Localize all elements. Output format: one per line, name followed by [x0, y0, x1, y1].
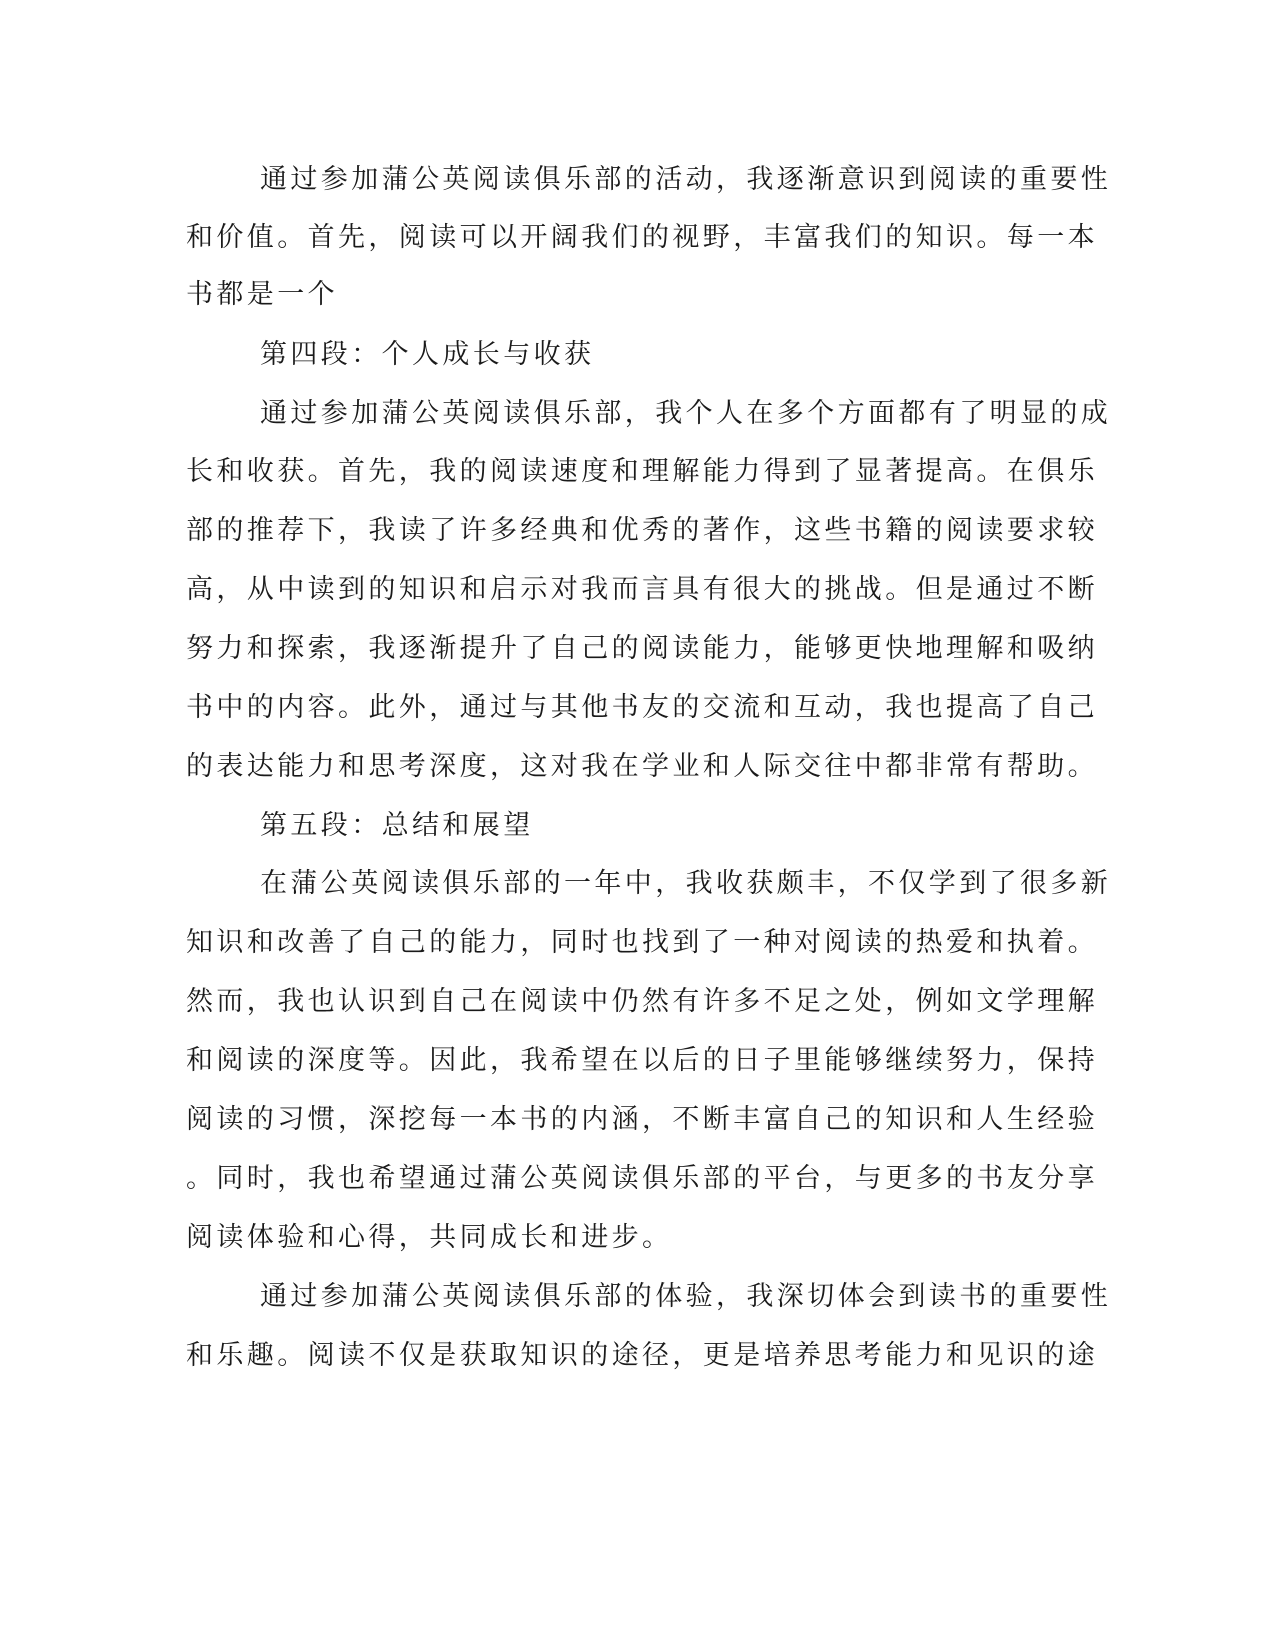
paragraph-3-line-4: 和阅读的深度等。因此，我希望在以后的日子里能够继续努力，保持 [186, 1045, 1098, 1076]
section-5-heading: 第五段：总结和展望 [260, 810, 534, 841]
paragraph-2-line-3: 部的推荐下，我读了许多经典和优秀的著作，这些书籍的阅读要求较 [186, 515, 1098, 546]
paragraph-2-line-4: 高，从中读到的知识和启示对我而言具有很大的挑战。但是通过不断 [186, 574, 1098, 605]
section-4-heading: 第四段：个人成长与收获 [260, 339, 595, 370]
paragraph-3-line-2: 知识和改善了自己的能力，同时也找到了一种对阅读的热爱和执着。 [186, 927, 1098, 958]
paragraph-3-line-6: 。同时，我也希望通过蒲公英阅读俱乐部的平台，与更多的书友分享 [186, 1163, 1098, 1194]
paragraph-3-line-1: 在蒲公英阅读俱乐部的一年中，我收获颇丰，不仅学到了很多新 [260, 868, 1112, 899]
paragraph-3-line-5: 阅读的习惯，深挖每一本书的内涵，不断丰富自己的知识和人生经验 [186, 1104, 1098, 1135]
paragraph-2-line-2: 长和收获。首先，我的阅读速度和理解能力得到了显著提高。在俱乐 [186, 456, 1098, 487]
paragraph-2-line-6: 书中的内容。此外，通过与其他书友的交流和互动，我也提高了自己 [186, 692, 1098, 723]
paragraph-2-line-7: 的表达能力和思考深度，这对我在学业和人际交往中都非常有帮助。 [186, 751, 1098, 782]
paragraph-4-line-2: 和乐趣。阅读不仅是获取知识的途径，更是培养思考能力和见识的途 [186, 1340, 1098, 1371]
paragraph-3-line-3: 然而，我也认识到自己在阅读中仍然有许多不足之处，例如文学理解 [186, 986, 1098, 1017]
paragraph-3-line-7: 阅读体验和心得，共同成长和进步。 [186, 1222, 673, 1253]
paragraph-1-line-2: 和价值。首先，阅读可以开阔我们的视野，丰富我们的知识。每一本 [186, 222, 1098, 253]
paragraph-1-line-1: 通过参加蒲公英阅读俱乐部的活动，我逐渐意识到阅读的重要性 [260, 164, 1112, 195]
paragraph-2-line-1: 通过参加蒲公英阅读俱乐部，我个人在多个方面都有了明显的成 [260, 398, 1112, 429]
paragraph-2-line-5: 努力和探索，我逐渐提升了自己的阅读能力，能够更快地理解和吸纳 [186, 633, 1098, 664]
paragraph-1-line-3: 书都是一个 [186, 279, 338, 310]
paragraph-4-line-1: 通过参加蒲公英阅读俱乐部的体验，我深切体会到读书的重要性 [260, 1281, 1112, 1312]
